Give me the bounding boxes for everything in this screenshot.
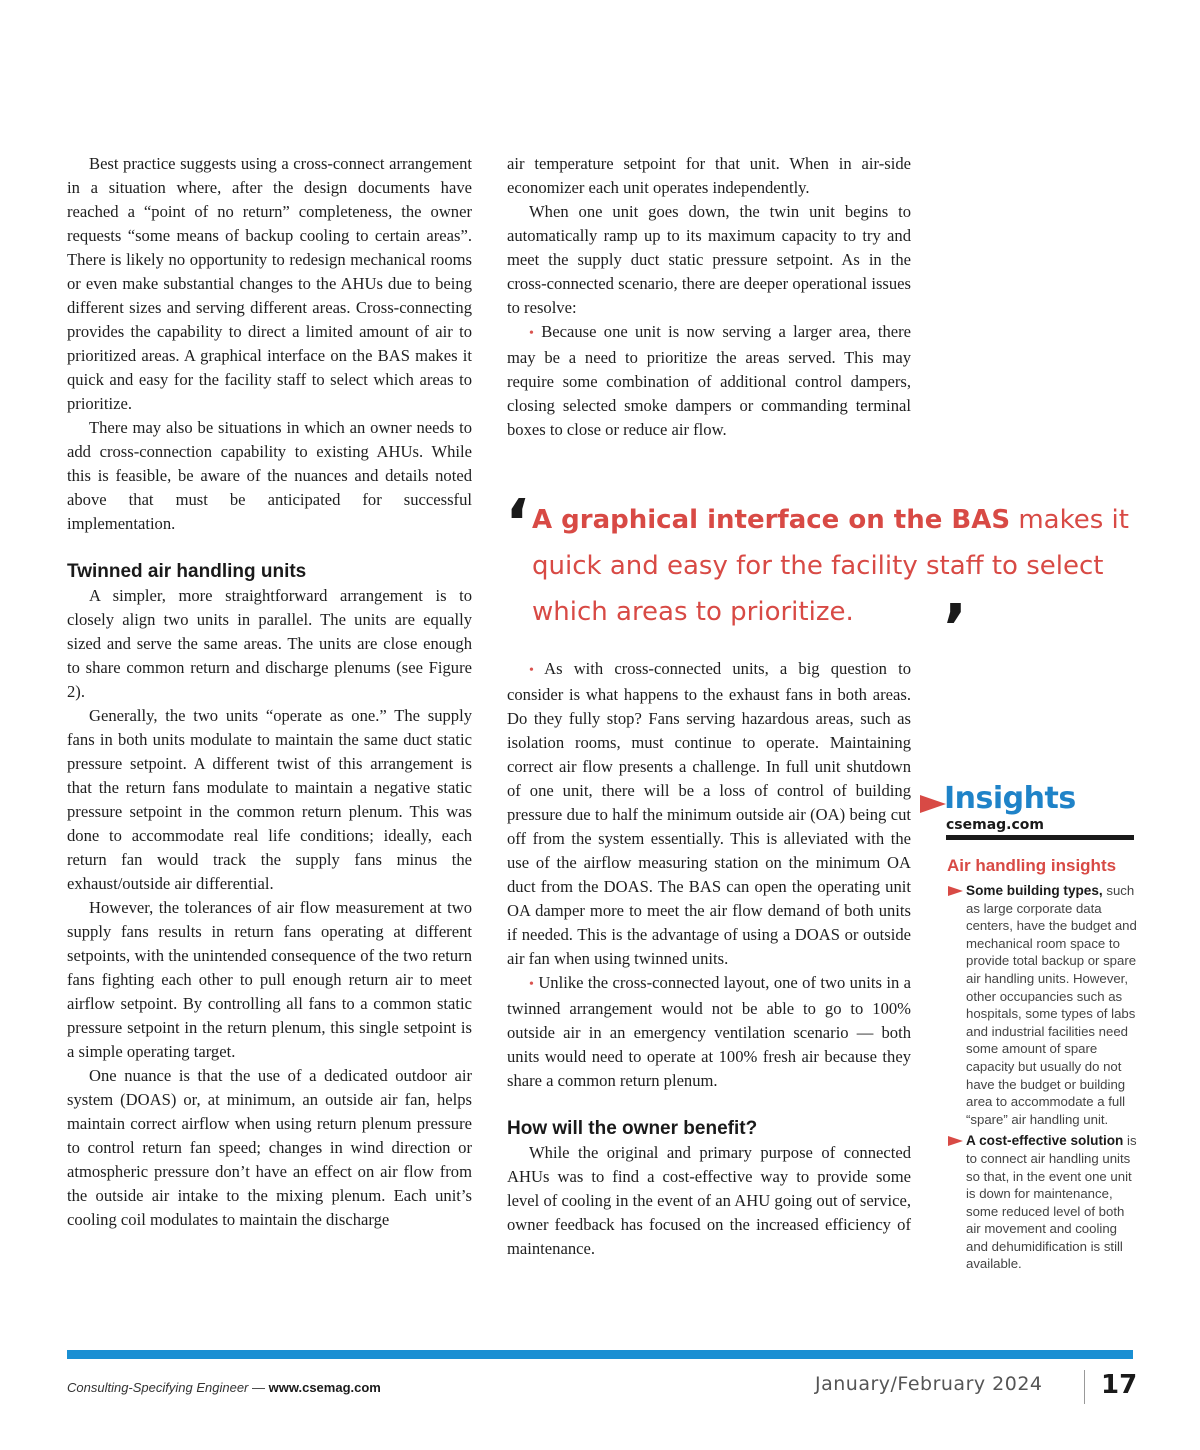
- issue-date: January/February 2024: [815, 1373, 1043, 1395]
- column-1: [67, 152, 472, 1232]
- triangle-bullet-icon: [948, 1136, 963, 1146]
- bullet-paragraph: [507, 657, 911, 971]
- sidebar-item-text: such as large corporate data centers, have the budget and mechanical room space to provide total backup or spare air handling units. However, other occupancies such as hospitals, some types of labs and industrial facilities need some amount of spare capacity but usually do not have the budget or building area to accommodate a full “spare” air handling unit.: [966, 883, 1137, 1127]
- paragraph: Generally, the two units “operate as one.” The supply fans in both units modulate to maintain the same duct static pressure setpoint. A different twist of this arrangement is that the return fans modulate to maintain a negative static pressure setpoint in the common return plenum. This was done to accommodate real life conditions; ideally, each return fan would track the supply fans minus the exhaust/outside air differential.: [67, 706, 472, 893]
- column-2-top: [507, 152, 911, 442]
- paragraph: air temperature setpoint for that unit. When in air-side economizer each unit operates independently.: [507, 154, 911, 197]
- section-heading: How will the owner benefit?: [507, 1118, 758, 1139]
- logo-url: csemag.com: [946, 817, 1045, 833]
- column-2-bottom: [507, 657, 911, 1261]
- footer-publication: [67, 1380, 381, 1395]
- bullet-text: Unlike the cross-connected layout, one of two units in a twinned arrangement would not be able to go to 100% outside air in an emergency ventilation scenario — both units would need to operate at 100% fresh air because they share a common return plenum.: [507, 973, 912, 1090]
- paragraph: When one unit goes down, the twin unit begins to automatically ramp up to its maximum capacity to try and meet the supply duct static pressure setpoint. As in the cross-connected scenario, there are deeper operational issues to resolve:: [507, 202, 911, 317]
- triangle-bullet-icon: [948, 886, 963, 896]
- paragraph: Best practice suggests using a cross-connect arrangement in a situation where, after the design documents have reached a “point of no return” completeness, the owner requests “some means of backup cooling to certain areas”. There is likely no opportunity to redesign mechanical rooms or even make substantial changes to the AHUs due to being different sizes and serving different areas. Cross-connecting provides the capability to direct a limited amount of air to prioritized areas. A graphical interface on the BAS makes it quick and easy for the facility staff to select which areas to prioritize.: [67, 154, 472, 413]
- close-quote-icon: ’: [943, 592, 968, 666]
- paragraph: However, the tolerances of air flow measurement at two supply fans results in return fans operating at different setpoints, with the unintended consequence of the two return fans fighting each other to pull enough return air to meet airflow setpoint. By controlling all fans to a common static pressure setpoint in the return plenum, this single setpoint is a simple operating target.: [67, 898, 472, 1061]
- sidebar-item-lead: Some building types,: [966, 883, 1103, 898]
- bullet-icon: •: [529, 977, 534, 992]
- footer-divider: [1084, 1370, 1085, 1404]
- footer-rule: [67, 1350, 1133, 1359]
- bullet-paragraph: [507, 320, 911, 442]
- footer-url: www.csemag.com: [268, 1380, 381, 1395]
- open-quote-icon: ‘: [505, 487, 530, 561]
- page-number: 17: [1101, 1370, 1138, 1400]
- bullet-text: Because one unit is now serving a larger area, there may be a need to prioritize the areas served. This may require some combination of additional control dampers, closing selected smoke dampers or commanding terminal boxes to close or reduce air flow.: [507, 322, 912, 439]
- section-heading: Twinned air handling units: [67, 561, 307, 582]
- sidebar-item-text: is to connect air handling units so that, in the event one unit is down for maintenance, some reduced level of both air movement and cooling and dehumidification is still available.: [966, 1133, 1137, 1272]
- publication-name: Consulting-Specifying Engineer: [67, 1380, 249, 1395]
- sidebar-title: Air handling insights: [947, 856, 1117, 875]
- pull-quote-rest: makes it quick and easy for the facility staff to select which areas to prioritize.: [532, 505, 1129, 627]
- logo-word: Insights: [944, 781, 1076, 816]
- arrow-icon: [920, 795, 946, 813]
- insights-logo: [920, 781, 1142, 840]
- paragraph: One nuance is that the use of a dedicated outdoor air system (DOAS) or, at minimum, an outside air fan, helps maintain correct airflow when using return plenum pressure to control return fan speed; changes in wind direction or atmospheric pressure don’t have an effect on air flow from the outside air intake to the mixing plenum. Each unit’s cooling coil modulates to maintain the discharge: [67, 1066, 472, 1229]
- sidebar-item: [920, 882, 1142, 1128]
- pull-quote-bold: A graphical interface on the BAS: [532, 505, 1011, 535]
- paragraph: While the original and primary purpose of connected AHUs was to find a cost-effective way to provide some level of cooling in the event of an AHU going out of service, owner feedback has focused on the increased efficiency of maintenance.: [507, 1143, 911, 1258]
- insights-sidebar: [920, 781, 1142, 1277]
- footer-separator: —: [248, 1380, 269, 1395]
- paragraph: A simpler, more straightforward arrangement is to closely align two units in parallel. The units are equally sized and serve the same areas. The units are close enough to share common return and discharge plenums (see Figure 2).: [67, 586, 472, 701]
- bullet-text: As with cross-connected units, a big question to consider is what happens to the exhaust fans in both areas. Do they fully stop? Fans serving hazardous areas, such as isolation rooms, must continue to operate. Maintaining correct air flow presents a challenge. In full unit shutdown of one unit, there will be a loss of control of building pressure due to half the minimum outside air (OA) being cut off from the system essentially. This is alleviated with the use of the airflow measuring station on the minimum OA duct from the DOAS. The BAS can open the operating unit OA damper more to meet the air flow demand of both units if needed. This is the advantage of using a DOAS or outside air fan when using twinned units.: [507, 659, 911, 968]
- sidebar-item-lead: A cost-effective solution: [966, 1133, 1124, 1149]
- sidebar-item: [920, 1132, 1142, 1273]
- paragraph: There may also be situations in which an owner needs to add cross-connection capability to existing AHUs. While this is feasible, be aware of the nuances and details noted above that must be anticipated for successful implementation.: [67, 418, 472, 533]
- bullet-icon: •: [529, 663, 534, 678]
- pull-quote: [507, 497, 1132, 635]
- bullet-icon: •: [529, 326, 534, 341]
- bullet-paragraph: [507, 971, 911, 1093]
- logo-divider: [946, 835, 1134, 840]
